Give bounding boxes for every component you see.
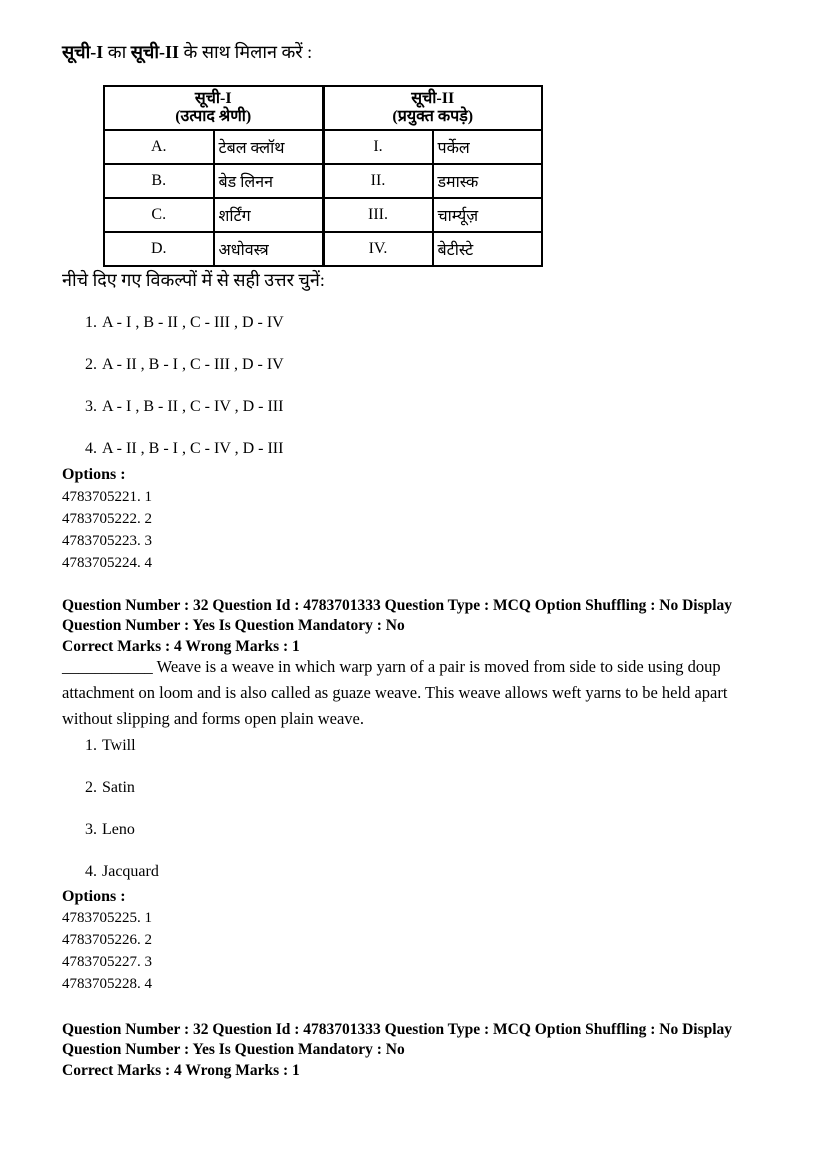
question2-text: ___________ Weave is a weave in which warp yarn of a pair is moved from side to side using doup attachment on loom and is also called as guaze weave. This weave allows weft yarns to be held apart without slipping and forms open plain weave. <box>62 657 728 728</box>
list2-text-cell: डमास्क <box>433 164 543 198</box>
list1-header-title: सूची-I <box>194 90 232 107</box>
list1-key-cell: C. <box>104 198 214 232</box>
heading-mid-text: का <box>103 42 131 62</box>
question1-choice-list <box>85 314 284 482</box>
question1-option-id-list <box>62 486 152 574</box>
marks-line: Correct Marks : 4 Wrong Marks : 1 <box>62 638 300 655</box>
choice-number: 4. <box>85 863 97 880</box>
option-id: 4783705221. 1 <box>62 489 152 505</box>
choice-option-3 <box>85 398 284 416</box>
option-id: 4783705222. 2 <box>62 511 152 527</box>
list2-key-cell: III. <box>323 198 433 232</box>
choice-number: 1. <box>85 737 97 754</box>
question-meta-line: Question Number : 32 Question Id : 4783701333 Question Type : MCQ Option Shuffling : No Display Question Number : Yes Is Question Mandatory : No <box>62 597 733 634</box>
list2-text-cell: चार्म्यूज़ <box>433 198 543 232</box>
option-id: 4783705223. 3 <box>62 533 152 549</box>
options-label: Options : <box>62 888 126 905</box>
choice-number: 4. <box>85 440 97 457</box>
question2-option-id-list <box>62 907 152 995</box>
table-row <box>104 164 542 198</box>
question-metadata-block <box>62 596 780 657</box>
list1-header-subtitle: (उत्पाद श्रेणी) <box>175 108 252 125</box>
choice-option-2 <box>85 356 284 374</box>
options-label: Options : <box>62 466 126 483</box>
heading-list1-label: सूची-I <box>62 42 104 62</box>
choice-text: Leno <box>102 821 135 838</box>
option-id: 4783705227. 3 <box>62 954 152 970</box>
list1-text-cell: अधोवस्त्र <box>214 232 324 266</box>
choice-text: Twill <box>102 737 136 754</box>
choice-number: 2. <box>85 356 97 373</box>
list2-key-cell: I. <box>323 130 433 164</box>
choice-option-4 <box>85 440 284 458</box>
table-row <box>104 198 542 232</box>
list1-header-cell <box>104 86 323 130</box>
choice-option-3 <box>85 821 159 839</box>
list1-key-cell: D. <box>104 232 214 266</box>
table-header-row <box>104 86 542 130</box>
question-meta-line: Question Number : 32 Question Id : 4783701333 Question Type : MCQ Option Shuffling : No Display Question Number : Yes Is Question Mandatory : No <box>62 1021 733 1058</box>
choice-number: 3. <box>85 821 97 838</box>
choice-number: 1. <box>85 314 97 331</box>
table-row <box>104 232 542 266</box>
choice-text: A - I , B - II , C - IV , D - III <box>102 398 284 415</box>
choice-text: A - II , B - I , C - IV , D - III <box>102 440 284 457</box>
choice-text: A - I , B - II , C - III , D - IV <box>102 314 284 331</box>
option-id: 4783705224. 4 <box>62 555 152 571</box>
choice-option-4 <box>85 863 159 881</box>
list2-header-title: सूची-II <box>411 90 455 107</box>
option-id: 4783705225. 1 <box>62 910 152 926</box>
question-metadata-block <box>62 1020 780 1081</box>
choice-text: A - II , B - I , C - III , D - IV <box>102 356 284 373</box>
list1-key-cell: A. <box>104 130 214 164</box>
marks-line: Correct Marks : 4 Wrong Marks : 1 <box>62 1062 300 1079</box>
choice-number: 3. <box>85 398 97 415</box>
list1-text-cell: बेड लिनन <box>214 164 324 198</box>
match-instruction-heading <box>62 40 312 64</box>
question2-choice-list <box>85 737 159 905</box>
table-row <box>104 130 542 164</box>
list1-text-cell: टेबल क्लॉथ <box>214 130 324 164</box>
choice-text: Jacquard <box>102 863 159 880</box>
option-id: 4783705226. 2 <box>62 932 152 948</box>
match-list-table <box>103 85 543 267</box>
list2-header-subtitle: (प्रयुक्त कपड़े) <box>392 108 474 125</box>
list1-key-cell: B. <box>104 164 214 198</box>
choice-text: Satin <box>102 779 135 796</box>
list1-text-cell: शर्टिंग <box>214 198 324 232</box>
list2-text-cell: बेटीस्टे <box>433 232 543 266</box>
choose-answer-subheading: नीचे दिए गए विकल्पों में से सही उत्तर चुनें: <box>62 270 325 290</box>
list2-key-cell: IV. <box>323 232 433 266</box>
heading-list2-label: सूची-II <box>130 42 180 62</box>
list2-header-cell <box>323 86 542 130</box>
option-id: 4783705228. 4 <box>62 976 152 992</box>
choice-option-2 <box>85 779 159 797</box>
choice-option-1 <box>85 737 159 755</box>
heading-rest-text: के साथ मिलान करें : <box>179 42 313 62</box>
list2-text-cell: पर्केल <box>433 130 543 164</box>
choice-option-1 <box>85 314 284 332</box>
choice-number: 2. <box>85 779 97 796</box>
list2-key-cell: II. <box>323 164 433 198</box>
